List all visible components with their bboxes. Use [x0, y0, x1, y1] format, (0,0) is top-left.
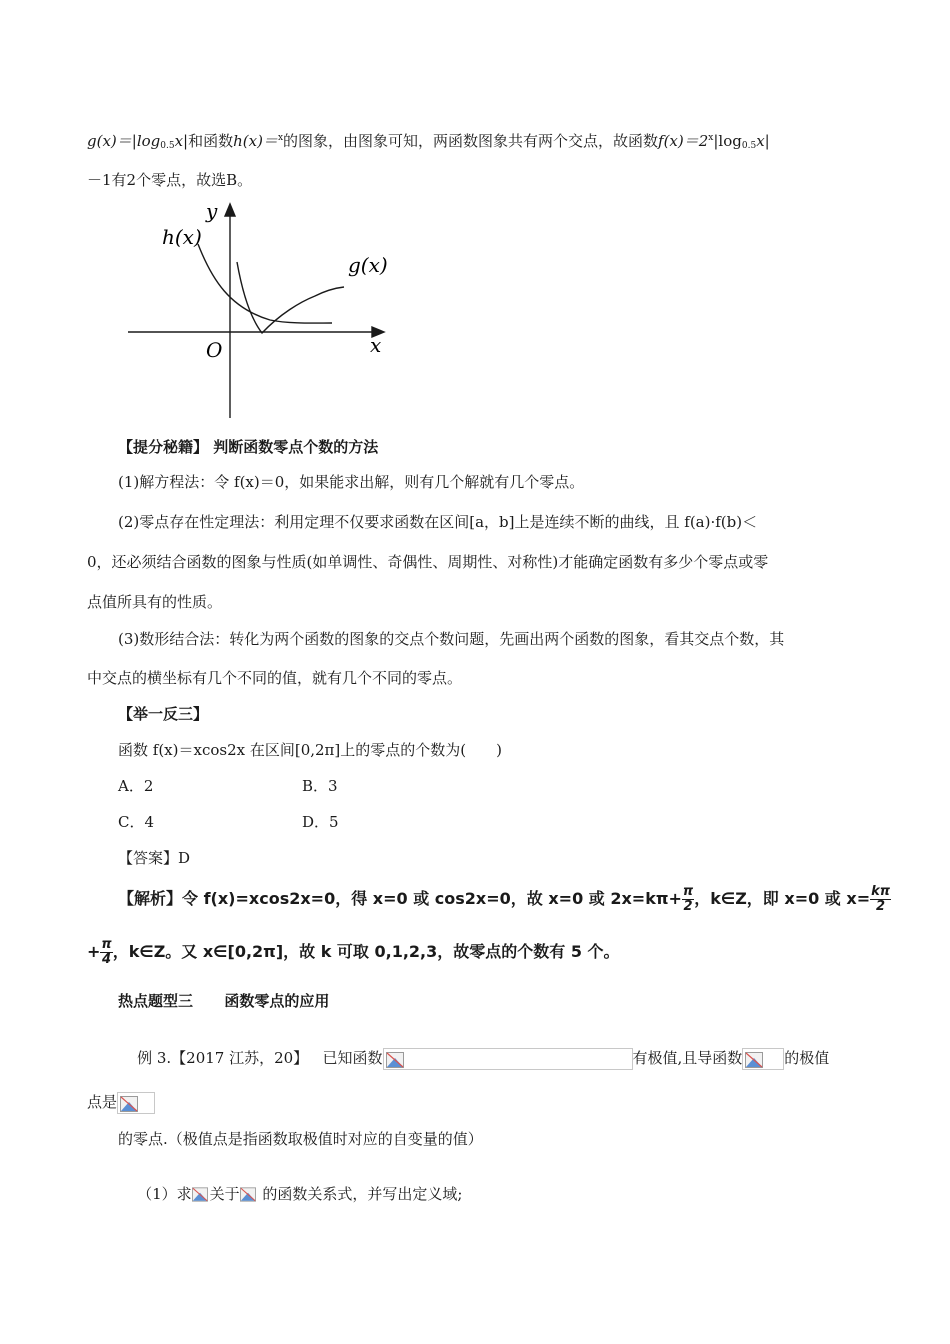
- y-axis-arrow: [225, 204, 235, 216]
- tips-title: 【提分秘籍】 判断函数零点个数的方法: [118, 438, 379, 456]
- tips-p2c: 点值所具有的性质。: [87, 593, 223, 611]
- frac2-num: kπ: [871, 884, 891, 899]
- example3-line-2: [87, 1092, 155, 1114]
- f-tail: x|: [756, 132, 770, 150]
- g-definition: g(x)＝|log: [87, 132, 161, 150]
- analysis-text-3: ，k∈Z。又 x∈[0,2π]，故 k 可取 0,1,2,3，故零点的个数有 5 个。: [112, 942, 620, 961]
- intro-text-2: 的图象，由图象可知，两函数图象共有两个交点，故函数: [283, 132, 659, 150]
- fraction-pi-over-4: [100, 938, 112, 967]
- analysis-plus: +: [87, 942, 101, 961]
- broken-image-icon: [120, 1096, 138, 1112]
- tips-p1: (1)解方程法：令 f(x)＝0，如果能求出解，则有几个解就有几个零点。: [118, 473, 585, 491]
- intro-line-2: －1有2个零点，故选B。: [87, 171, 253, 189]
- broken-image-icon: [192, 1187, 208, 1202]
- analysis-text-2: ，k∈Z，即 x=0 或 x=: [694, 889, 871, 908]
- function-graph: [120, 196, 400, 422]
- example3-line2-text: 点是: [87, 1093, 118, 1111]
- q1-text-b: 关于: [209, 1185, 240, 1203]
- hot-title: 热点题型三 函数零点的应用: [118, 992, 330, 1010]
- frac1-num: π: [682, 884, 694, 899]
- tips-p3a: (3)数形结合法：转化为两个函数的图象的交点个数问题，先画出两个函数的图象，看其交点个数，其: [118, 630, 785, 648]
- option-c: C．4: [118, 813, 155, 831]
- f-exponent: x: [708, 133, 714, 143]
- example3-end: 的极值: [784, 1049, 830, 1067]
- example3-line-3: 的零点.（极值点是指函数取极值时对应的自变量的值）: [118, 1130, 483, 1148]
- g-tail: x|: [174, 132, 189, 150]
- frac1-den: 2: [683, 899, 693, 914]
- label-origin: O: [206, 338, 223, 362]
- broken-image-1: [383, 1048, 633, 1070]
- intro-line-1: [87, 128, 770, 156]
- option-a: A．2: [118, 777, 154, 795]
- label-g: g(x): [348, 253, 388, 277]
- frac3-den: 4: [102, 952, 112, 967]
- broken-image-2: [742, 1048, 784, 1070]
- analysis-line-1: [118, 885, 891, 914]
- h-exponent: x: [277, 133, 284, 143]
- label-y: y: [206, 199, 218, 223]
- example3-prefix: 例 3.【2017 江苏，20】 已知函数: [137, 1049, 383, 1067]
- broken-image-5: [240, 1186, 258, 1204]
- log-base-1: 0.5: [160, 141, 175, 151]
- broken-image-icon: [240, 1187, 256, 1202]
- answer: 【答案】D: [118, 849, 191, 867]
- analysis-label: 【解析】: [118, 889, 183, 908]
- label-h: h(x): [162, 225, 202, 249]
- q1-text-a: （1）求: [137, 1185, 192, 1203]
- analysis-line-2: [87, 938, 620, 967]
- example-title: 【举一反三】: [118, 705, 209, 723]
- option-d: D．5: [302, 813, 339, 831]
- q1-text-c: 的函数关系式，并写出定义域;: [257, 1185, 463, 1203]
- tips-p3b: 中交点的横坐标有几个不同的值，就有几个不同的零点。: [87, 669, 463, 687]
- h-curve: [198, 244, 332, 323]
- example3-mid: 有极值,且导函数: [632, 1049, 743, 1067]
- broken-image-3: [117, 1092, 155, 1114]
- f-log: |log: [713, 132, 742, 150]
- broken-image-icon: [386, 1052, 404, 1068]
- broken-image-4: [192, 1186, 210, 1204]
- label-x: x: [370, 333, 382, 357]
- question-1: [118, 1164, 462, 1224]
- tips-p2b: 0，还必须结合函数的图象与性质(如单调性、奇偶性、周期性、对称性)才能确定函数有多少个零点或零: [87, 553, 769, 571]
- frac3-num: π: [101, 937, 112, 952]
- intro-text-1: 和函数: [188, 132, 234, 150]
- fraction-pi-over-2: [682, 885, 694, 914]
- tips-p2a: (2)零点存在性定理法：利用定理不仅要求函数在区间[a，b]上是连续不断的曲线，且 f(a)·f(b)＜: [118, 513, 758, 531]
- broken-image-icon: [745, 1052, 763, 1068]
- f-definition: f(x)＝2: [658, 132, 709, 150]
- example-question: 函数 f(x)＝xcos2x 在区间[0,2π]上的零点的个数为( ): [118, 741, 502, 759]
- log-base-2: 0.5: [741, 141, 757, 151]
- option-b: B．3: [302, 777, 338, 795]
- frac2-den: 2: [876, 899, 886, 914]
- example3-line-1: [118, 1028, 829, 1090]
- analysis-text-1: 令 f(x)=xcos2x=0，得 x=0 或 cos2x=0，故 x=0 或 2x=kπ+: [182, 889, 682, 908]
- fraction-kpi-over-2: [870, 885, 891, 914]
- h-definition: h(x)＝: [233, 132, 278, 150]
